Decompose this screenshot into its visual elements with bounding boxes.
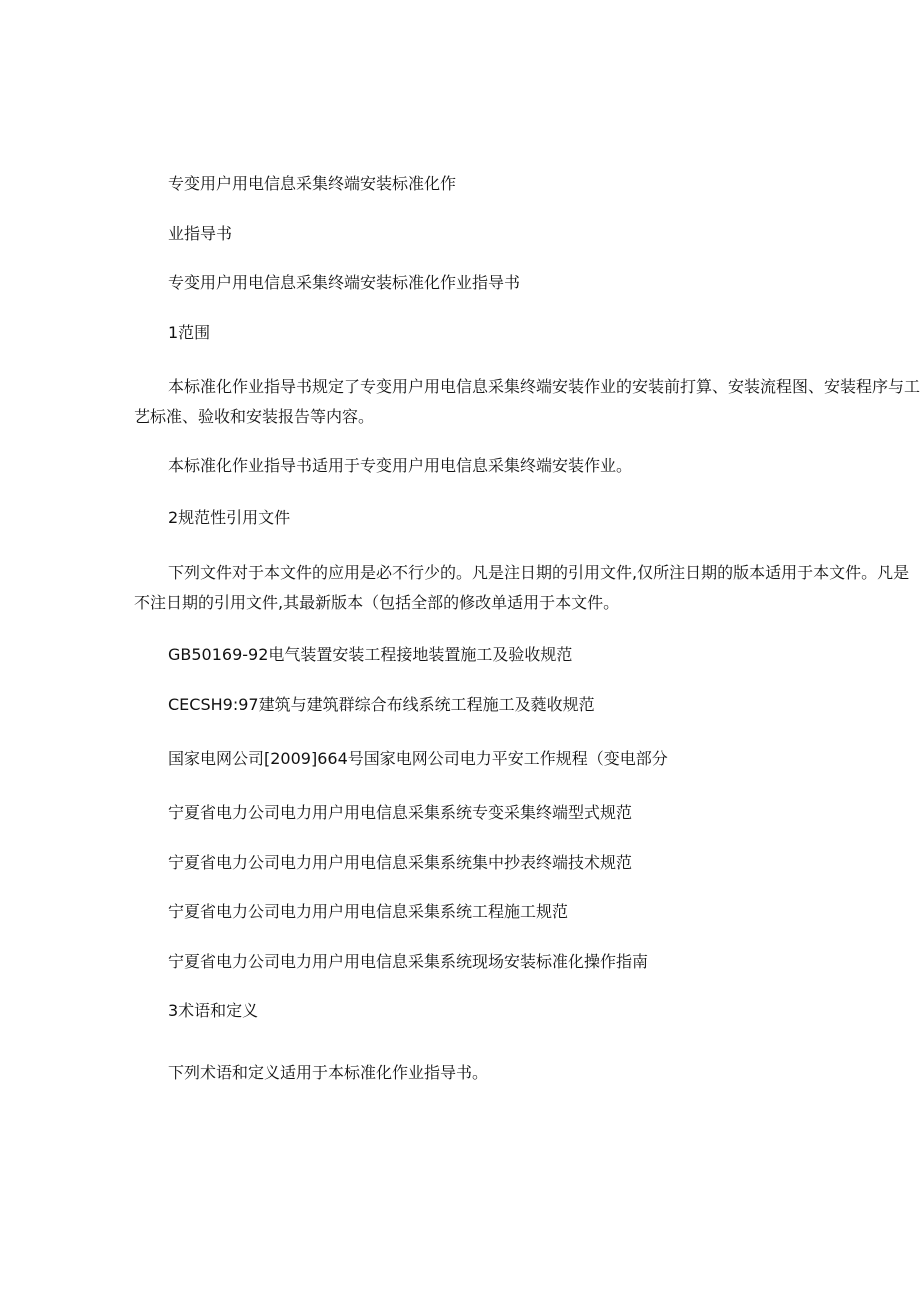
section-1-paragraph-2: 本标准化作业指导书适用于专变用户用电信息采集终端安装作业。: [168, 456, 633, 475]
section-1-heading: 1范围: [168, 323, 211, 342]
reference-item: 国家电网公司[2009]664号国家电网公司电力平安工作规程（变电部分: [168, 749, 668, 768]
section-3-paragraph: 下列术语和定义适用于本标准化作业指导书。: [168, 1063, 489, 1082]
reference-item: 宁夏省电力公司电力用户用电信息采集系统专变采集终端型式规范: [168, 803, 633, 822]
document-title: 专变用户用电信息采集终端安装标准化作业指导书: [168, 273, 521, 292]
reference-item: GB50169-92电气装置安装工程接地装置施工及验收规范: [168, 645, 573, 664]
section-3-heading: 3术语和定义: [168, 1001, 259, 1020]
reference-item: 宁夏省电力公司电力用户用电信息采集系统集中抄表终端技术规范: [168, 853, 633, 872]
section-1-paragraph-1: 本标准化作业指导书规定了专变用户用电信息采集终端安装作业的安装前打算、安装流程图、安装程序与工艺标准、验收和安装报告等内容。: [134, 377, 920, 426]
title-line-1: 专变用户用电信息采集终端安装标准化作: [168, 174, 457, 193]
reference-item: CECSH9:97建筑与建筑群综合布线系统工程施工及蕤收规范: [168, 695, 595, 714]
reference-item: 宁夏省电力公司电力用户用电信息采集系统工程施工规范: [168, 902, 569, 921]
title-line-2: 业指导书: [168, 224, 233, 243]
reference-item: 宁夏省电力公司电力用户用电信息采集系统现场安装标准化操作指南: [168, 952, 649, 971]
section-2-heading: 2规范性引用文件: [168, 508, 291, 527]
section-2-paragraph: 下列文件对于本文件的应用是必不行少的。凡是注日期的引用文件,仅所注日期的版本适用于本文件。凡是不注日期的引用文件,其最新版本（包括全部的修改单适用于本文件。: [134, 563, 910, 612]
